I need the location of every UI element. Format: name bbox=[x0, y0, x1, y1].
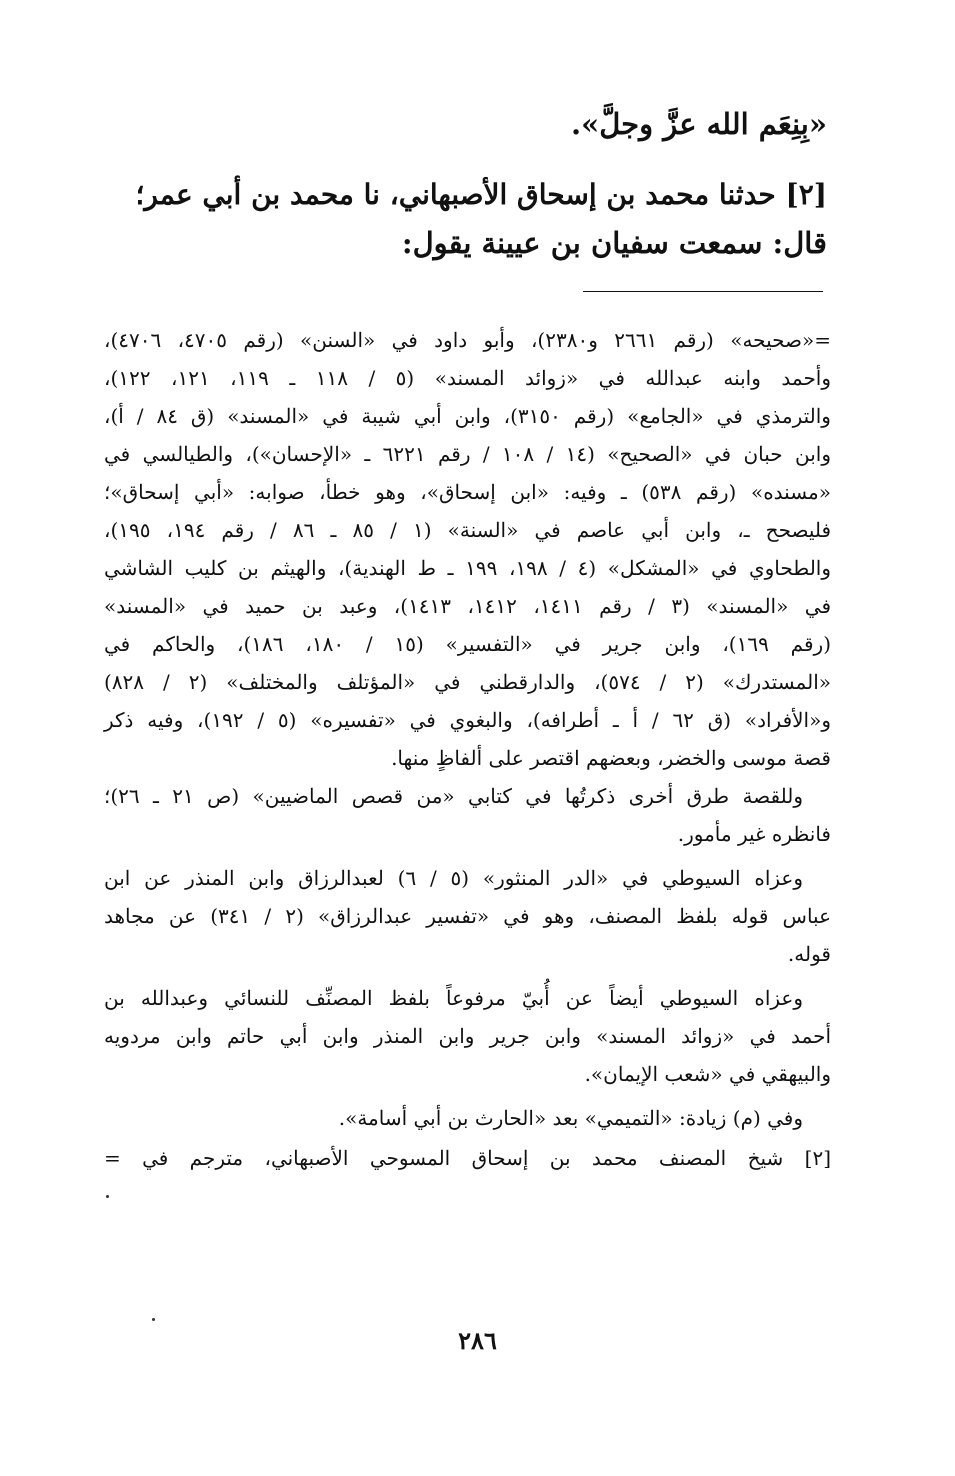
footnote-line: وفي (م) زيادة: «التميمي» بعد «الحارث بن أبي أسامة». bbox=[338, 1106, 803, 1130]
scan-speck bbox=[152, 1318, 155, 1321]
footnote-line: وعزاه السيوطي في «الدر المنثور» (٥ / ٦) لعبدالرزاق وابن المنذر عن ابن bbox=[104, 866, 804, 890]
footnote-line: وابن حبان في «الصحيح» (١٤ / ١٠٨ / رقم ٦٢٢١ ـ «الإحسان»)، والطيالسي في bbox=[104, 442, 831, 466]
footnote-line: وعزاه السيوطي أيضاً عن أُبيّ مرفوعاً بلفظ المصنِّف للنسائي وعبدالله بن bbox=[104, 986, 803, 1010]
footnote-line: عباس قوله بلفظ المصنف، وهو في «تفسير عبدالرزاق» (٢ / ٣٤١) عن مجاهد bbox=[104, 904, 832, 928]
footnote-line: و«الأفراد» (ق ٦٢ / أ ـ أطرافه)، والبغوي في «تفسيره» (٥ / ١٩٢)، وفيه ذكر bbox=[104, 708, 832, 732]
footnote-line: =«صحيحه» (رقم ٢٦٦١ و٢٣٨٠)، وأبو داود في «السنن» (رقم ٤٧٠٥، ٤٧٠٦)، bbox=[104, 328, 831, 352]
main-text-line-1: «بِنِعَم الله عزَّ وجلَّ». bbox=[571, 107, 827, 141]
footnote-separator bbox=[583, 291, 823, 292]
footnote-line: «المستدرك» (٢ / ٥٧٤)، والدارقطني في «المؤتلف والمختلف» (٢ / ٨٢٨) bbox=[104, 670, 832, 694]
footnote-line: [٢] شيخ المصنف محمد بن إسحاق المسوحي الأصبهاني، مترجم في = bbox=[104, 1146, 831, 1170]
footnote-line: قصة موسى والخضر، وبعضهم اقتصر على ألفاظٍ منها. bbox=[391, 746, 831, 770]
footnote-line: قوله. bbox=[787, 942, 831, 966]
footnote-line: والبيهقي في «شعب الإيمان». bbox=[584, 1062, 831, 1086]
page-number: ٢٨٦ bbox=[458, 1326, 497, 1355]
footnote-line: في «المسند» (٣ / رقم ١٤١١، ١٤١٢، ١٤١٣)، وعبد بن حميد في «المسند» bbox=[104, 594, 832, 618]
footnote-line: وأحمد وابنه عبدالله في «زوائد المسند» (٥ / ١١٨ ـ ١١٩، ١٢١، ١٢٢)، bbox=[104, 366, 832, 390]
main-text-line-3: قال: سمعت سفيان بن عيينة يقول: bbox=[401, 226, 827, 260]
footnote-line: «مسنده» (رقم ٥٣٨) ـ وفيه: «ابن إسحاق»، وهو خطأ، صوابه: «أبي إسحاق»؛ bbox=[104, 480, 831, 504]
footnote-line: والطحاوي في «المشكل» (٤ / ١٩٨، ١٩٩ ـ ط الهندية)، والهيثم بن كليب الشاشي bbox=[104, 556, 832, 580]
footnote-line: وللقصة طرق أخرى ذكرتُها في كتابي «من قصص الماضيين» (ص ٢١ ـ ٢٦)؛ bbox=[104, 784, 804, 808]
footnote-line: أحمد في «زوائد المسند» وابن جرير وابن المنذر وابن أبي حاتم وابن مردويه bbox=[104, 1024, 831, 1048]
scan-speck bbox=[106, 1195, 109, 1198]
footnote-line: فليصحح ـ، وابن أبي عاصم في «السنة» (١ / ٨٥ ـ ٨٦ / رقم ١٩٤، ١٩٥)، bbox=[104, 518, 832, 542]
footnote-line: والترمذي في «الجامع» (رقم ٣١٥٠)، وابن أبي شيبة في «المسند» (ق ٨٤ / أ)، bbox=[104, 404, 831, 428]
footnote-line: (رقم ١٦٩)، وابن جرير في «التفسير» (١٥ / ١٨٠، ١٨٦)، والحاكم في bbox=[104, 632, 831, 656]
footnote-line: فانظره غير مأمور. bbox=[677, 822, 831, 846]
main-text-line-2: [٢] حدثنا محمد بن إسحاق الأصبهاني، نا محمد بن أبي عمر؛ bbox=[135, 178, 827, 211]
